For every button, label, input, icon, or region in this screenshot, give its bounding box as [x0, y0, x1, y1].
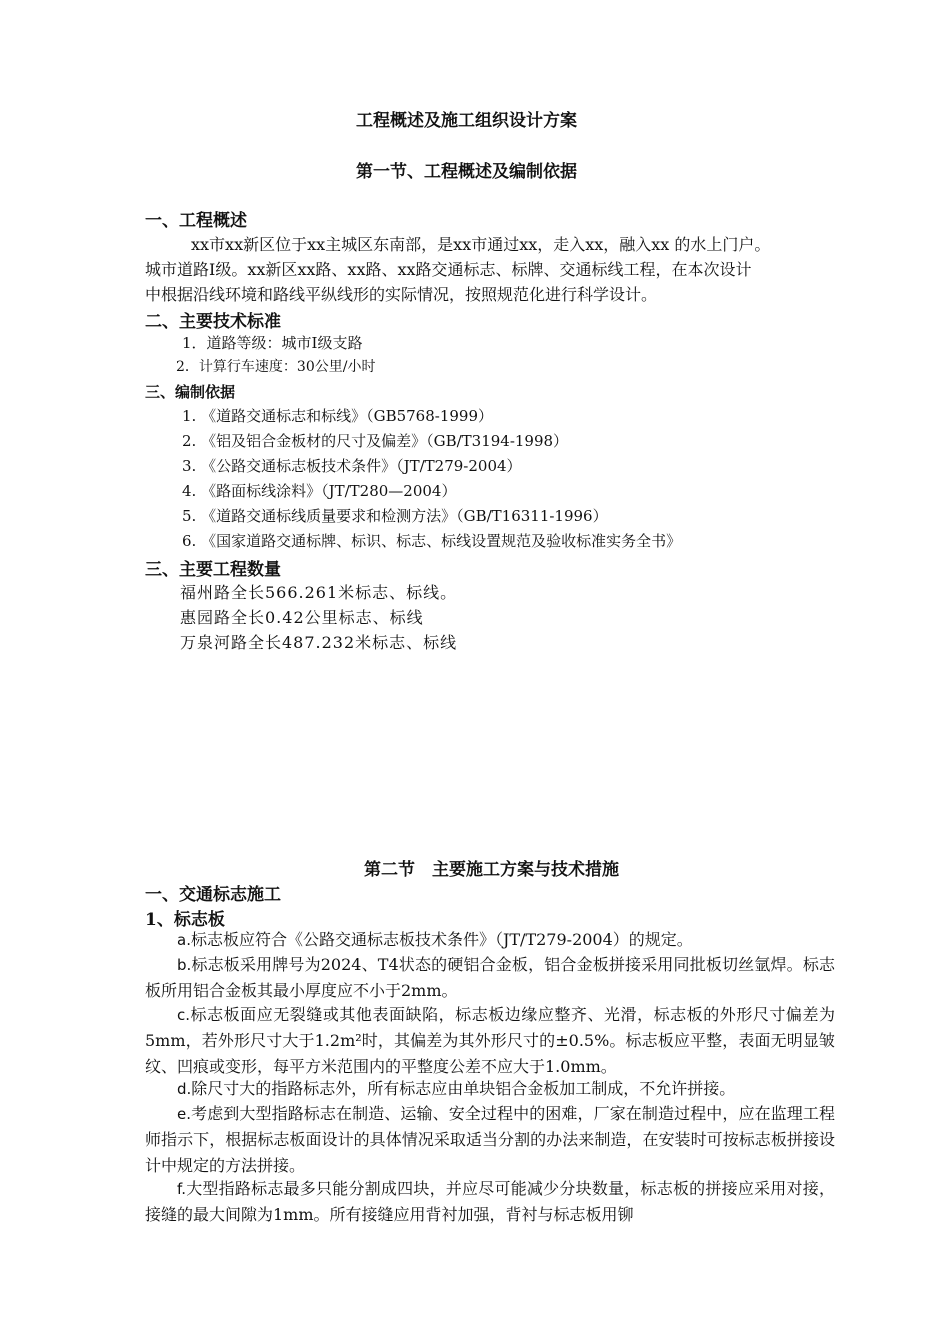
paragraph-text: 大型指路标志最多只能分割成四块，并应尽可能减少分块数量，标志板的拼接应采用对接，接缝的最大间隙为1mm。所有接缝应用背衬加强，背衬与标志板用铆 [145, 1179, 835, 1224]
paragraph-label: b. [177, 956, 192, 974]
spec-paragraph [145, 1101, 835, 1179]
basis-item: 2. 《铝及铝合金板材的尺寸及偏差》（GB/T3194-1998） [182, 432, 569, 450]
section2-title: 第二节 主要施工方案与技术措施 [364, 860, 619, 880]
paragraph-label: f. [177, 1180, 186, 1198]
overview-line: xx市xx新区位于xx主城区东南部，是xx市通过xx，走入xx，融入xx 的水上门户。 [191, 235, 771, 254]
section1-title: 第一节、工程概述及编制依据 [356, 162, 577, 182]
tech-item: 1．道路等级：城市Ⅰ级支路 [182, 334, 363, 352]
basis-item: 4. 《路面标线涂料》（JT/T280—2004） [182, 482, 457, 500]
paragraph-text: 考虑到大型指路标志在制造、运输、安全过程中的困难，厂家在制造过程中，应在监理工程师指示下，根据标志板面设计的具体情况采取适当分割的办法来制造，在安装时可按标志板拼接设计中规定的方法拼接。 [145, 1104, 835, 1175]
document-title: 工程概述及施工组织设计方案 [356, 111, 577, 131]
basis-item: 3. 《公路交通标志板技术条件》（JT/T279-2004） [182, 457, 522, 475]
overview-line: 城市道路Ⅰ级。xx新区xx路、xx路、xx路交通标志、标牌、交通标线工程，在本次设计 [145, 260, 752, 279]
quantity-item: 万泉河路全长487.232米标志、标线 [180, 633, 458, 652]
paragraph-label: c. [177, 1006, 191, 1024]
paragraph-label: d. [177, 1080, 192, 1098]
quantity-heading: 三、主要工程数量 [145, 560, 281, 580]
basis-heading: 三、编制依据 [145, 383, 236, 401]
spec-paragraph [145, 927, 835, 953]
tech-item: 2．计算行车速度：30公里/小时 [176, 359, 376, 375]
spec-paragraph [145, 1176, 835, 1228]
tech-standard-heading: 二、主要技术标准 [145, 312, 281, 332]
spec-paragraph [145, 1002, 835, 1080]
sign-board-heading: 1、标志板 [145, 910, 225, 930]
quantity-item: 福州路全长566.261米标志、标线。 [180, 583, 458, 602]
overview-line: 中根据沿线环境和路线平纵线形的实际情况，按照规范化进行科学设计。 [145, 285, 658, 304]
paragraph-text: 标志板采用牌号为2024、T4状态的硬铝合金板，铝合金板拼接采用同批板切丝氩焊。标志板所用铝合金板其最小厚度应不小于2mm。 [145, 955, 835, 1000]
spec-paragraph [145, 952, 835, 1004]
basis-item: 6. 《国家道路交通标牌、标识、标志、标线设置规范及验收标准实务全书》 [182, 532, 682, 550]
paragraph-label: e. [177, 1105, 191, 1123]
paragraph-text: 标志板应符合《公路交通标志板技术条件》（JT/T279-2004）的规定。 [190, 930, 693, 949]
paragraph-text: 标志板面应无裂缝或其他表面缺陷，标志板边缘应整齐、光滑，标志板的外形尺寸偏差为5mm，若外形尺寸大于1.2m²时，其偏差为其外形尺寸的±0.5%。标志板应平整，表面无明显皱纹、凹痕或变形，每平方米范围内的平整度公差不应大于1.0mm。 [145, 1005, 835, 1076]
overview-heading: 一、工程概述 [145, 211, 247, 231]
paragraph-label: a. [177, 931, 191, 949]
basis-item: 5. 《道路交通标线质量要求和检测方法》（GB/T16311-1996） [182, 507, 608, 525]
basis-item: 1. 《道路交通标志和标线》（GB5768-1999） [182, 407, 494, 425]
traffic-sign-heading: 一、交通标志施工 [145, 885, 281, 905]
quantity-item: 惠园路全长0.42公里标志、标线 [180, 608, 424, 627]
paragraph-text: 除尺寸大的指路标志外，所有标志应由单块铝合金板加工制成，不允许拼接。 [191, 1079, 736, 1098]
spec-paragraph [145, 1076, 835, 1102]
